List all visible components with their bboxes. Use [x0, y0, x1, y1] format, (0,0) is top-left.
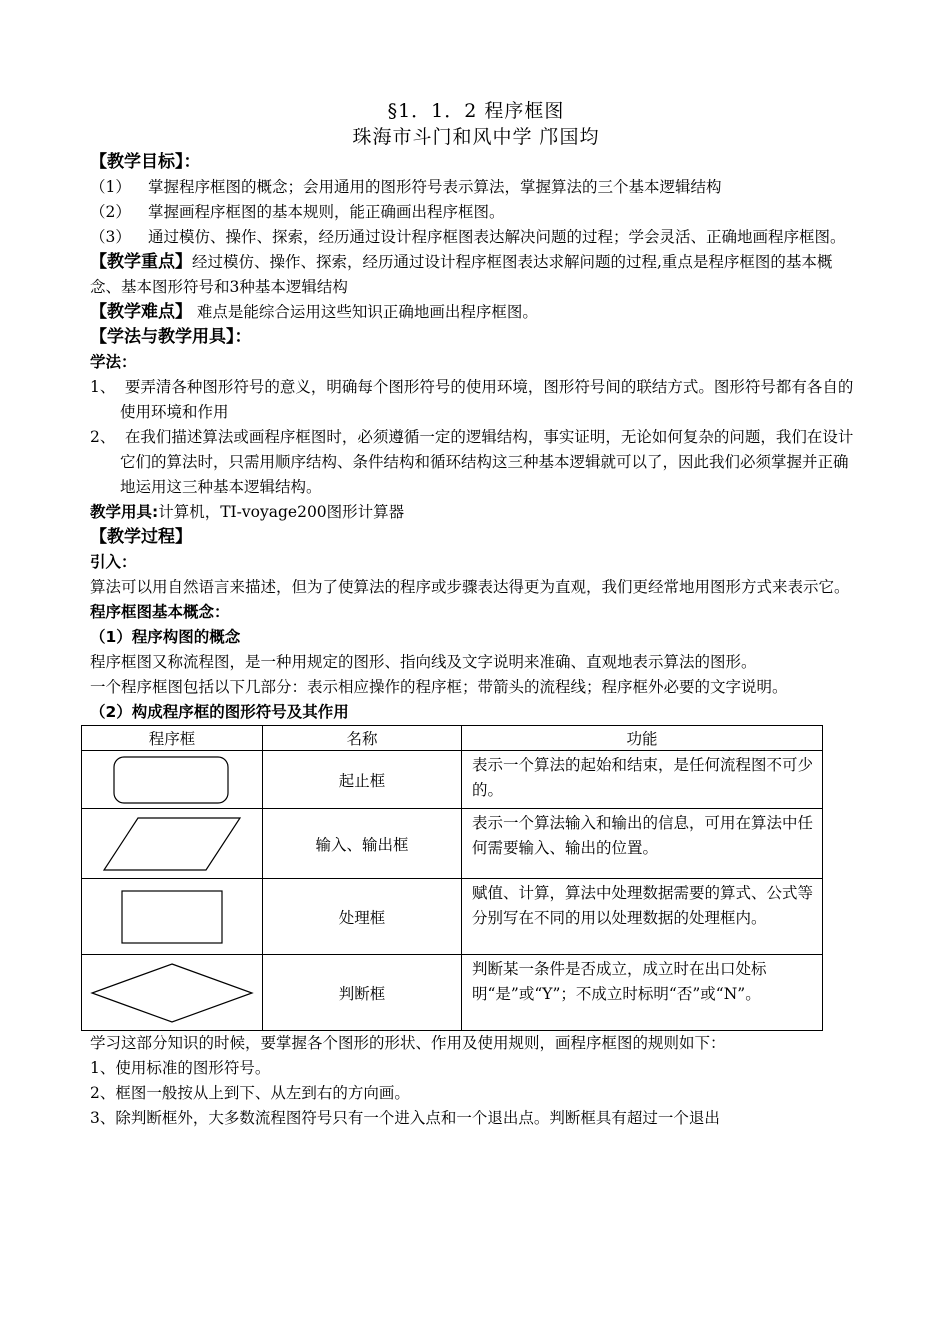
- rules-intro: 学习这部分知识的时候，要掌握各个图形的形状、作用及使用规则，画程序框图的规则如下：: [90, 1034, 726, 1052]
- difficulty-paragraph: 【教学难点】 难点是能综合运用这些知识正确地画出程序框图。: [90, 302, 538, 322]
- goal-item: （3） 通过模仿、操作、探索，经历通过设计程序框图表达解决问题的过程；学会灵活、正确地画程序框图。: [90, 228, 846, 246]
- shape-cell: [82, 751, 263, 809]
- shape-cell: [82, 879, 263, 955]
- concept-label: 程序框图基本概念：: [90, 603, 230, 621]
- table-header-row: [82, 726, 823, 751]
- document-author: 珠海市斗门和风中学 邝国均: [352, 126, 600, 148]
- key-point-heading: 【教学重点】: [90, 252, 192, 272]
- study-item: 2、 在我们描述算法或画程序框图时，必须遵循一定的逻辑结构，事实证明，无论如何复杂的问题，我们在设计它们的算法时，只需用顺序结构、条件结构和循环结构这三种基本逻辑就可以了，因此我们必须掌握并正确地运用这三种基本逻辑结构。: [90, 428, 854, 496]
- intro-text: 算法可以用自然语言来描述，但为了使算法的程序或步骤表达得更为直观，我们更经常地用图形方式来表示它。: [90, 578, 850, 596]
- rule-item: 1、使用标准的图形符号。: [90, 1059, 271, 1077]
- rule-item: 3、除判断框外，大多数流程图符号只有一个进入点和一个退出点。判断框具有超过一个退出: [90, 1109, 720, 1127]
- subsection-1-title: （1）程序构图的概念: [90, 628, 241, 646]
- symbol-function: 表示一个算法输入和输出的信息，可用在算法中任何需要输入、输出的位置。: [462, 809, 823, 879]
- subsection-2-title: （2）构成程序框的图形符号及其作用: [90, 703, 349, 721]
- symbol-function: 表示一个算法的起始和结束，是任何流程图不可少的。: [462, 751, 823, 809]
- rounded-rectangle-symbol: [112, 754, 232, 806]
- document-title: §1．1．2 程序框图: [387, 100, 565, 122]
- table-row: [82, 809, 823, 879]
- goals-section: [90, 150, 862, 250]
- goals-heading: 【教学目标】：: [90, 152, 201, 172]
- table-row: [82, 955, 823, 1031]
- symbol-function: 判断某一条件是否成立，成立时在出口处标明“是”或“Y”；不成立时标明“否”或“N”。: [462, 955, 823, 1031]
- table-header-cell: 名称: [263, 726, 462, 751]
- symbol-table: [81, 725, 823, 1031]
- concept-paragraph-1: 程序框图又称流程图，是一种用规定的图形、指向线及文字说明来准确、直观地表示算法的图形。: [90, 653, 757, 671]
- symbol-name: 输入、输出框: [263, 809, 462, 879]
- methods-heading: 【学法与教学用具】：: [90, 327, 252, 347]
- table-header-cell: 功能: [462, 726, 823, 751]
- tools-label: 教学用具:: [90, 503, 159, 521]
- difficulty-heading: 【教学难点】: [90, 302, 192, 322]
- diamond-symbol: [90, 962, 254, 1024]
- process-heading: 【教学过程】: [90, 527, 192, 547]
- table-header-cell: 程序框: [82, 726, 263, 751]
- document-page: [90, 98, 862, 1131]
- shape-cell: [82, 809, 263, 879]
- symbol-name: 判断框: [263, 955, 462, 1031]
- symbol-name: 处理框: [263, 879, 462, 955]
- study-label: 学法：: [90, 353, 137, 371]
- rectangle-symbol: [120, 889, 224, 945]
- symbol-name: 起止框: [263, 751, 462, 809]
- intro-label: 引入：: [90, 553, 137, 571]
- goal-item: （1） 掌握程序框图的概念；会用通用的图形符号表示算法，掌握算法的三个基本逻辑结构: [90, 178, 722, 196]
- symbol-function: 赋值、计算，算法中处理数据需要的算式、公式等分别写在不同的用以处理数据的处理框内。: [462, 879, 823, 955]
- tools-paragraph: 教学用具:计算机，TI-voyage200图形计算器: [90, 503, 405, 521]
- shape-cell: [82, 955, 263, 1031]
- rule-item: 2、框图一般按从上到下、从左到右的方向画。: [90, 1084, 410, 1102]
- parallelogram-symbol: [102, 816, 242, 872]
- table-row: [82, 879, 823, 955]
- goal-item: （2） 掌握画程序框图的基本规则，能正确画出程序框图。: [90, 203, 505, 221]
- key-point-paragraph: 【教学重点】经过模仿、操作、探索，经历通过设计程序框图表达求解问题的过程,重点是程序框图的基本概念、基本图形符号和3种基本逻辑结构: [90, 252, 833, 296]
- concept-paragraph-2: 一个程序框图包括以下几部分：表示相应操作的程序框；带箭头的流程线；程序框外必要的文字说明。: [90, 678, 788, 696]
- study-item: 1、 要弄清各种图形符号的意义，明确每个图形符号的使用环境，图形符号间的联结方式。图形符号都有各自的使用环境和作用: [90, 378, 854, 421]
- table-row: [82, 751, 823, 809]
